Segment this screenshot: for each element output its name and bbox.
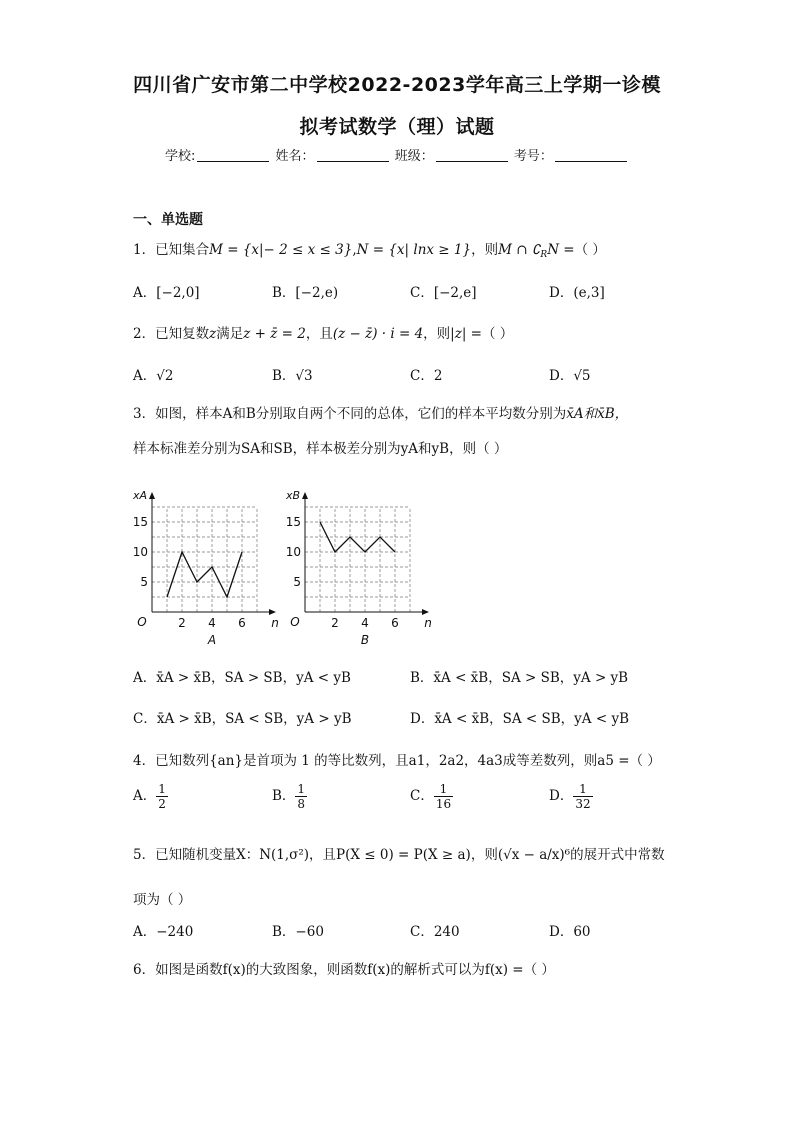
q1-text-end: （ ） — [574, 242, 606, 258]
q2-cond1: z + z̄ = 2 — [243, 326, 306, 342]
q3-option-c[interactable]: C．x̄A > x̄B，SA < SB，yA > yB — [133, 711, 352, 727]
chart-b-y-arrow — [302, 492, 308, 499]
chart-a-x-tick-label: 6 — [238, 616, 246, 630]
q4-option-c-label: C． — [410, 788, 434, 804]
q5-option-d[interactable]: D．60 — [549, 924, 591, 940]
q1-option-d[interactable]: D．(e,3] — [549, 285, 605, 301]
chart-a-x-arrow — [269, 609, 276, 615]
q1-option-a[interactable]: A．[−2,0] — [133, 285, 200, 301]
school-blank[interactable] — [197, 149, 269, 162]
q3-line1-text: 3．如图，样本A和B分别取自两个不同的总体，它们的样本平均数分别为 — [133, 406, 567, 422]
chart-b-x-tick-label: 4 — [361, 616, 369, 630]
chart-b-y-axis-label: xB — [285, 489, 301, 502]
exam-title-line1: 四川省广安市第二中学校2022-2023学年高三上学期一诊模 — [133, 74, 661, 96]
chart-a-y-tick-label: 10 — [132, 545, 148, 559]
q1-text-mid: ，则 — [471, 242, 499, 258]
q2-option-b[interactable]: B．√3 — [272, 368, 313, 384]
q4-option-b-den: 8 — [297, 797, 306, 811]
q2-text-mid1: 满足 — [216, 326, 244, 342]
q5-option-a[interactable]: A．−240 — [133, 924, 194, 940]
q4-option-d-den: 32 — [575, 797, 591, 811]
q2-cond2: (z − z̄) · i = 4 — [332, 326, 424, 342]
q1-set-m: M = {x|− 2 ≤ x ≤ 3} — [209, 242, 353, 258]
question-3-line2: 样本标准差分别为SA和SB，样本极差分别为yA和yB，则（ ） — [133, 441, 508, 457]
chart-b-y-tick-label: 15 — [285, 515, 301, 529]
q1-text-start: 1．已知集合 — [133, 242, 210, 258]
q4-option-b-label: B． — [272, 788, 296, 804]
q2-text-mid2: ，且 — [305, 326, 333, 342]
chart-a-y-tick-label: 15 — [132, 515, 148, 529]
chart-a-series-line — [167, 552, 242, 597]
name-label: 姓名： — [275, 149, 315, 164]
q1-expr-sub: R — [540, 250, 548, 260]
q2-text-mid3: ，则 — [423, 326, 451, 342]
chart-b-x-tick-label: 6 — [391, 616, 399, 630]
q1-option-b[interactable]: B．[−2,e) — [272, 285, 339, 301]
q4-option-b-num: 1 — [297, 782, 306, 796]
q4-option-d-num: 1 — [573, 782, 592, 797]
chart-a-x-tick-label: 2 — [178, 616, 186, 630]
question-5-line2: 项为（ ） — [133, 892, 192, 908]
q2-z: z — [209, 326, 217, 342]
q3-line1-vars: x̄A和x̄B， — [566, 406, 629, 422]
q1-expr-end: N = — [547, 242, 575, 258]
question-5-line1: 5．已知随机变量X：N(1,σ²)，且P(X ≤ 0) = P(X ≥ a)，则(√x − a/x)⁶的展开式中常数 — [133, 847, 665, 863]
chart-a-y-arrow — [149, 492, 155, 499]
chart-a-x-axis-label: n — [271, 616, 279, 630]
q1-comma: , — [352, 242, 357, 258]
q4-option-d[interactable] — [549, 782, 593, 811]
chart-b-x-arrow — [422, 609, 429, 615]
chart-a-y-tick-label: 5 — [140, 575, 148, 589]
q2-cond3: |z| = — [450, 326, 482, 342]
question-3-line1 — [133, 402, 628, 422]
q3-option-b[interactable]: B．x̄A < x̄B，SA > SB，yA > yB — [410, 670, 629, 686]
q1-set-n: N = {x| lnx ≥ 1} — [356, 242, 472, 258]
name-blank[interactable] — [317, 149, 389, 162]
number-blank[interactable] — [555, 149, 627, 162]
chart-b-origin-label: O — [290, 615, 300, 629]
q2-text-start: 2．已知复数 — [133, 326, 210, 342]
chart-b-y-tick-label: 10 — [285, 545, 301, 559]
chart-a-y-axis-label: xA — [132, 489, 148, 502]
q5-option-c[interactable]: C．240 — [410, 924, 460, 940]
q2-option-a[interactable]: A．√2 — [133, 368, 174, 384]
chart-a-origin-label: O — [137, 615, 147, 629]
q5-option-b[interactable]: B．−60 — [272, 924, 324, 940]
class-blank[interactable] — [436, 149, 508, 162]
chart-a-x-tick-label: 4 — [208, 616, 216, 630]
q4-option-c-den: 16 — [435, 797, 452, 811]
q4-option-c-num: 1 — [434, 782, 453, 797]
q2-option-d[interactable]: D．√5 — [549, 368, 591, 384]
student-info-line — [165, 145, 629, 164]
q1-option-c[interactable]: C．[−2,e] — [410, 285, 477, 301]
q3-figure — [128, 470, 448, 650]
school-label: 学校: — [165, 149, 196, 164]
q2-option-c[interactable]: C．2 — [410, 368, 443, 384]
question-4: 4．已知数列{an}是首项为 1 的等比数列，且a1，2a2，4a3成等差数列，则a5 =（ ） — [133, 753, 661, 769]
q4-option-a[interactable] — [133, 782, 168, 811]
q4-option-b[interactable] — [272, 782, 307, 811]
q1-expr: M ∩ ∁ — [498, 242, 541, 258]
q4-option-c[interactable] — [410, 782, 453, 811]
q4-option-a-den: 2 — [158, 797, 166, 811]
question-2 — [133, 322, 513, 342]
q4-option-d-label: D． — [549, 788, 574, 804]
q4-option-a-num: 1 — [158, 782, 166, 796]
exam-title-line2: 拟考试数学（理）试题 — [299, 116, 495, 138]
section-heading: 一、单选题 — [133, 212, 203, 228]
question-6: 6．如图是函数f(x)的大致图象，则函数f(x)的解析式可以为f(x) =（ ） — [133, 962, 555, 978]
chart-b-x-axis-label: n — [424, 616, 432, 630]
chart-b-title: B — [360, 633, 370, 647]
question-1 — [133, 238, 606, 260]
class-label: 班级： — [394, 149, 434, 164]
chart-b-y-tick-label: 5 — [293, 575, 301, 589]
chart-b-x-tick-label: 2 — [331, 616, 339, 630]
q3-option-d[interactable]: D．x̄A < x̄B，SA < SB，yA < yB — [410, 711, 629, 727]
chart-a-title: A — [207, 633, 217, 647]
q2-text-end: （ ） — [481, 326, 514, 342]
q3-option-a[interactable]: A．x̄A > x̄B，SA > SB，yA < yB — [133, 670, 351, 686]
number-label: 考号： — [513, 149, 553, 164]
q4-option-a-label: A． — [133, 788, 157, 804]
